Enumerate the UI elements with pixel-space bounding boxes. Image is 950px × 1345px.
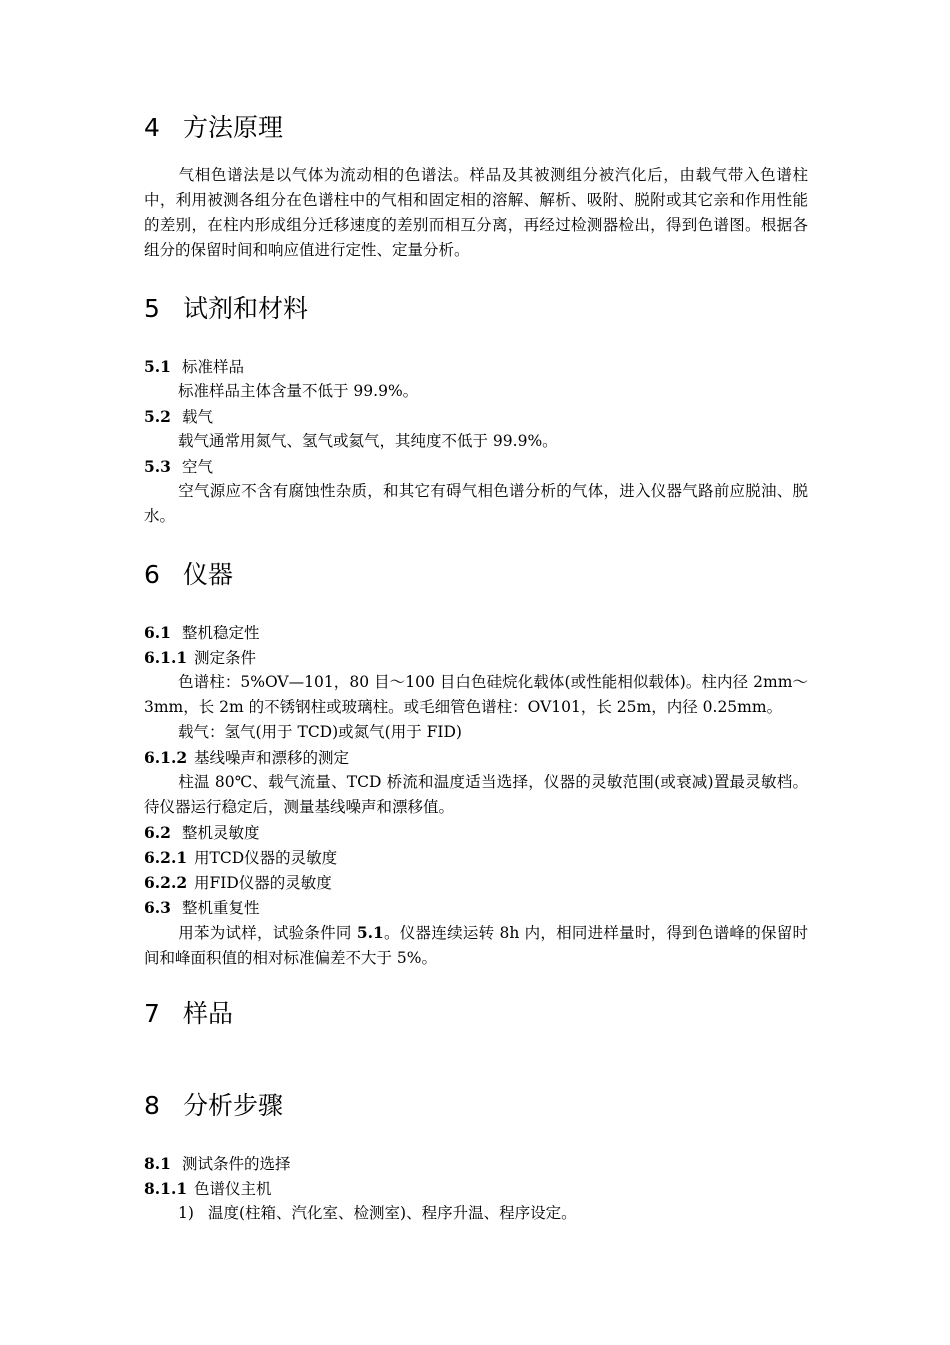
section-4-heading [144, 112, 283, 144]
subsection-6-3: 6.3 整机重复性 [144, 898, 260, 917]
subsection-6-3-paragraph: 用苯为试样，试验条件同 5.1。仪器连续运转 8h 内，相同进样量时，得到色谱峰的保留时间和峰面积值的相对标准偏差不大于 5%。 [144, 923, 808, 967]
section-title: 方法原理 [183, 113, 284, 142]
subsection-6-1-2-paragraph: 柱温 80℃、载气流量、TCD 桥流和温度适当选择，仪器的灵敏范围(或衰减)置最灵敏档。待仪器运行稳定后，测量基线噪声和漂移值。 [144, 773, 808, 816]
section-5-heading [144, 293, 308, 325]
subsection-5-3: 5.3 空气 [144, 457, 214, 476]
subsection-5-2-text: 载气通常用氮气、氢气或氦气，其纯度不低于 99.9%。 [178, 432, 558, 450]
subsection-6-1-1-carrier-gas: 载气：氢气(用于 TCD)或氮气(用于 FID) [178, 723, 462, 741]
cross-reference: 5.1 [356, 923, 384, 942]
section-title: 试剂和材料 [183, 294, 309, 323]
section-8-heading [144, 1090, 283, 1122]
section-number: 6 [144, 560, 160, 589]
section-4-paragraph: 气相色谱法是以气体为流动相的色谱法。样品及其被测组分被汽化后，由载气带入色谱柱中，利用被测各组分在色谱柱中的气相和固定相的溶解、解析、吸附、脱附或其它亲和作用性能的差别，在柱内形成组分迁移速度的差别而相互分离，再经过检测器检出，得到色谱图。根据各组分的保留时间和响应值进行定性、定量分析。 [144, 166, 808, 259]
subsection-6-2-1: 6.2.1 用TCD仪器的灵敏度 [144, 848, 338, 867]
subsection-6-1-1-paragraph: 色谱柱：5%OV—101，80 目～100 目白色硅烷化载体(或性能相似载体)。柱内径 2mm～3mm，长 2m 的不锈钢柱或玻璃柱。或毛细管色谱柱：OV101，长 25m，内径 0.25mm。 [144, 673, 808, 716]
section-title: 仪器 [183, 560, 234, 589]
subsection-8-1-1: 8.1.1 色谱仪主机 [144, 1179, 272, 1198]
subsection-5-1-text: 标准样品主体含量不低于 99.9%。 [178, 382, 419, 400]
section-number: 8 [144, 1091, 160, 1120]
section-number: 5 [144, 294, 160, 323]
section-7-heading [144, 998, 233, 1030]
subsection-6-2: 6.2 整机灵敏度 [144, 823, 260, 842]
section-number: 7 [144, 999, 160, 1028]
subsection-6-1: 6.1 整机稳定性 [144, 623, 260, 642]
subsection-6-2-2: 6.2.2 用FID仪器的灵敏度 [144, 873, 332, 892]
subsection-5-2: 5.2 载气 [144, 407, 214, 426]
subsection-6-1-2: 6.1.2 基线噪声和漂移的测定 [144, 748, 350, 767]
section-title: 分析步骤 [183, 1091, 284, 1120]
subsection-5-1: 5.1 标准样品 [144, 357, 245, 376]
section-6-heading [144, 559, 233, 591]
section-number: 4 [144, 113, 160, 142]
subsection-6-1-1: 6.1.1 测定条件 [144, 648, 257, 667]
list-item: 1) 温度(柱箱、汽化室、检测室)、程序升温、程序设定。 [178, 1204, 577, 1222]
section-title: 样品 [183, 999, 234, 1028]
subsection-8-1: 8.1 测试条件的选择 [144, 1154, 291, 1173]
subsection-5-3-paragraph: 空气源应不含有腐蚀性杂质，和其它有碍气相色谱分析的气体，进入仪器气路前应脱油、脱水。 [144, 482, 808, 525]
